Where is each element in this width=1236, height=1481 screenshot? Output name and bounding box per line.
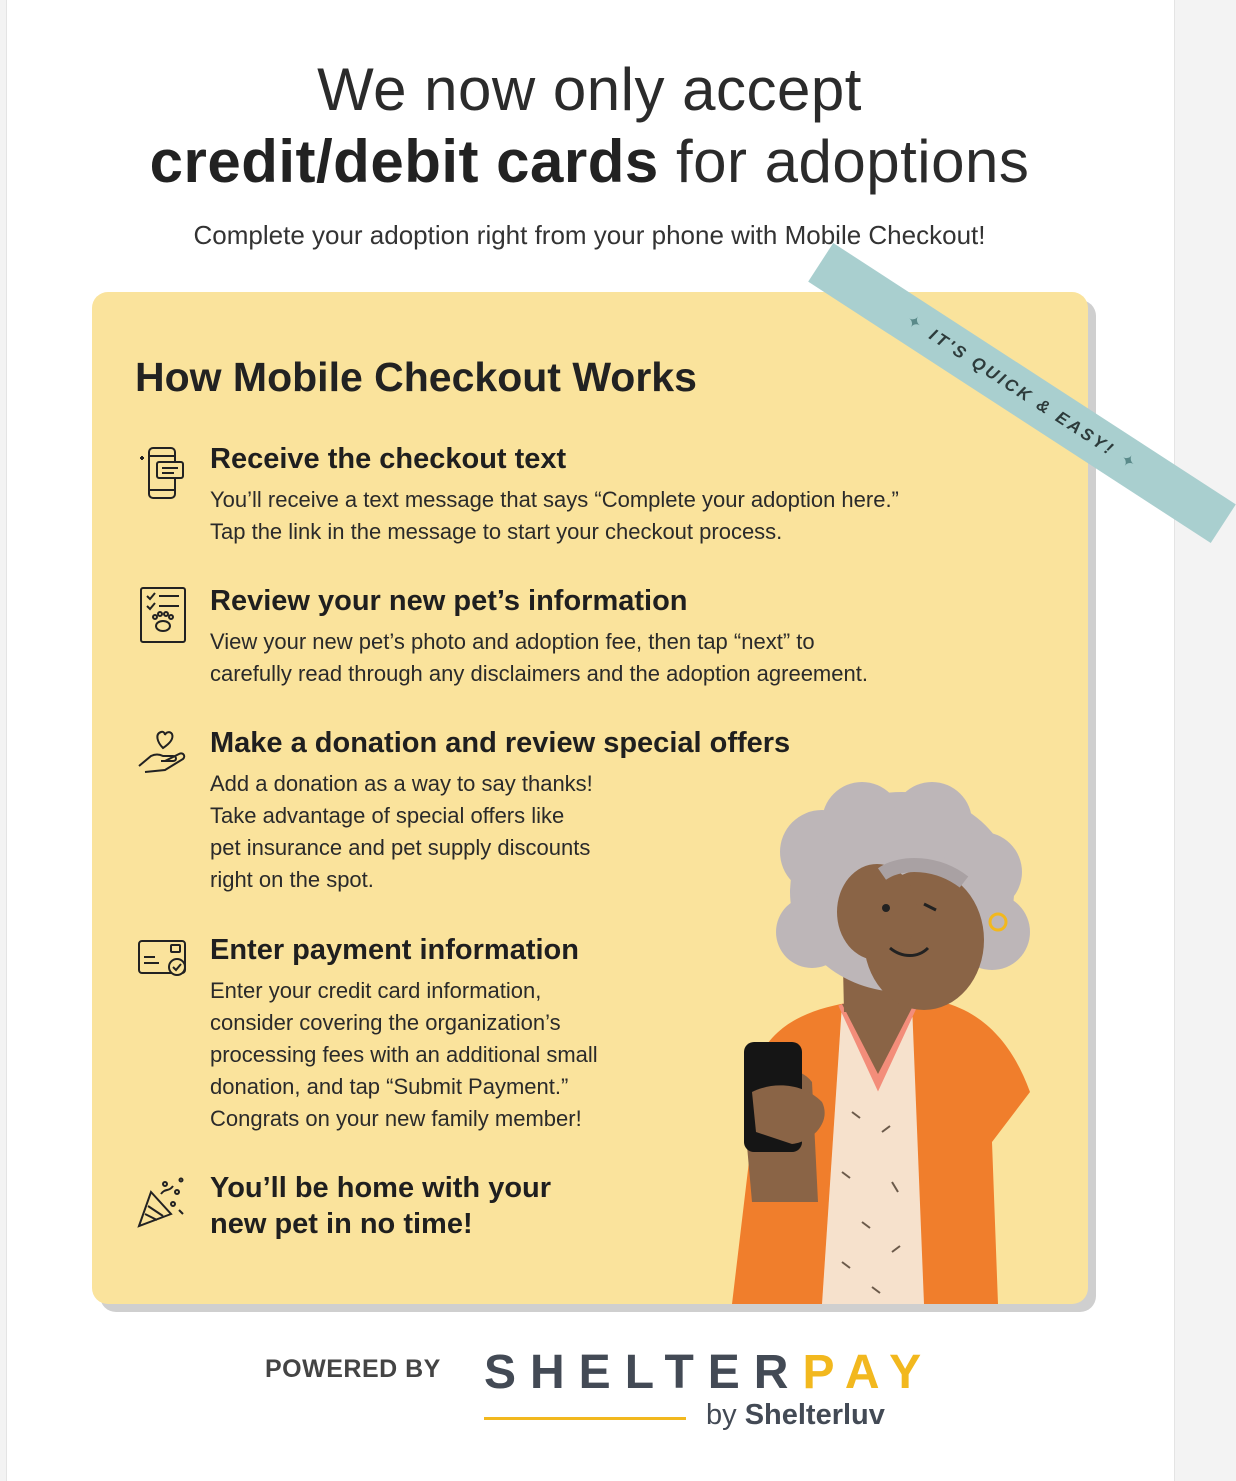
step-body: View your new pet’s photo and adoption fee, then tap “next” to carefully read through any disclaimers and the adoption agreement. <box>210 629 868 686</box>
logo-underline <box>484 1417 686 1420</box>
headline-emphasis: credit/debit cards <box>149 128 659 195</box>
how-it-works-card <box>92 292 1142 1304</box>
sparkle-icon: ✦ <box>1116 449 1142 475</box>
credit-card-check-icon <box>135 933 191 995</box>
logo-accent: PAY <box>802 1346 936 1399</box>
logo-byline <box>706 1399 885 1432</box>
step-title: Receive the checkout text <box>210 443 567 475</box>
heart-hand-icon <box>135 726 191 788</box>
card-title: How Mobile Checkout Works <box>135 354 697 400</box>
logo-wordmark <box>484 1345 935 1400</box>
phone-message-icon <box>135 442 191 504</box>
step-title: Enter payment information <box>210 934 579 966</box>
step-title: Review your new pet’s information <box>210 585 688 617</box>
step-title: Make a donation and review special offers <box>210 727 791 759</box>
step-body: Add a donation as a way to say thanks! Take advantage of special offers like pet insurance and pet supply discounts right on the spot. <box>210 771 593 892</box>
ribbon-label: IT'S QUICK & EASY! <box>925 325 1119 460</box>
headline-line2 <box>0 126 1179 198</box>
party-popper-icon <box>135 1170 191 1232</box>
logo-by-prefix: by <box>706 1399 745 1431</box>
sparkle-icon: ✦ <box>902 310 928 336</box>
step-body: You’ll receive a text message that says “Complete your adoption here.” Tap the link in the message to start your checkout process. <box>210 487 899 544</box>
step-body: Enter your credit card information, consider covering the organization’s processing fees with an additional small donation, and tap “Submit Payment.” Congrats on your new family member! <box>210 978 598 1131</box>
step-title: You’ll be home with your new pet in no time! <box>210 1172 552 1240</box>
logo-main: SHELTER <box>484 1346 803 1399</box>
logo-by-name: Shelterluv <box>744 1399 885 1431</box>
headline <box>0 54 1179 198</box>
shelterpay-logo <box>484 1345 936 1445</box>
subheadline: Complete your adoption right from your phone with Mobile Checkout! <box>193 220 986 250</box>
powered-by-label: POWERED BY <box>265 1355 441 1383</box>
checklist-paw-icon <box>135 584 191 646</box>
headline-line1: We now only accept <box>317 56 862 123</box>
woman-with-phone-illustration <box>692 782 1088 1304</box>
headline-rest: for adoptions <box>658 128 1030 195</box>
